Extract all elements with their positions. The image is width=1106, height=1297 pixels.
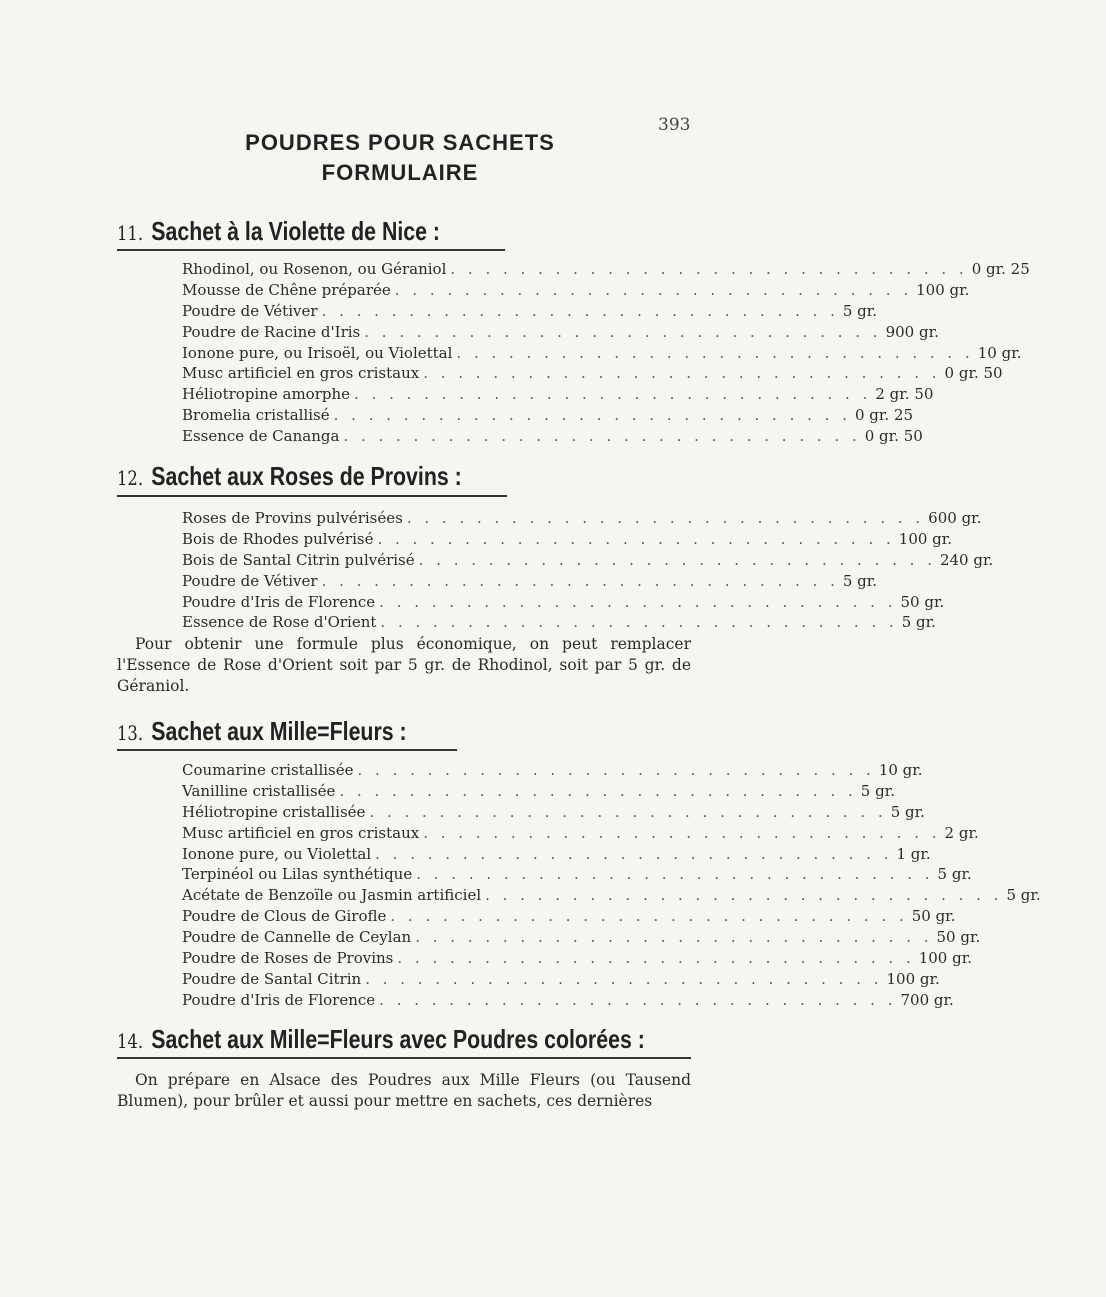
ingredient-quantity: 700 gr. — [900, 990, 954, 1009]
leader-dots: . . . . . . . . . . . . . . . . . . . . . . . . . . . . . . — [377, 529, 895, 548]
ingredient-quantity: 5 gr. — [1006, 886, 1041, 905]
ingredient-name: Rhodinol, ou Rosenon, ou Géraniol — [182, 260, 447, 278]
ingredient-name: Bois de Rhodes pulvérisé — [182, 529, 374, 548]
ingredient-name: Musc artificiel en gros cristaux — [182, 823, 420, 842]
recipe-row — [182, 612, 936, 633]
recipe-row — [182, 363, 1003, 384]
ingredient-name: Poudre de Vétiver — [182, 571, 318, 590]
ingredient-name: Musc artificiel en gros cristaux — [182, 364, 420, 383]
leader-dots: . . . . . . . . . . . . . . . . . . . . . . . . . . . . . . — [418, 550, 936, 569]
recipe-row — [182, 885, 1041, 906]
section-number: 13. — [117, 721, 144, 745]
page-title: POUDRES POUR SACHETS — [245, 130, 555, 155]
recipe-row — [182, 844, 931, 865]
ingredient-name: Poudre de Clous de Girofle — [182, 907, 387, 926]
ingredient-name: Héliotropine amorphe — [182, 385, 351, 404]
leader-dots: . . . . . . . . . . . . . . . . . . . . . . . . . . . . . . — [390, 907, 908, 926]
leader-dots: . . . . . . . . . . . . . . . . . . . . . . . . . . . . . . — [321, 571, 839, 590]
page-number: 393 — [658, 115, 691, 135]
leader-dots: . . . . . . . . . . . . . . . . . . . . . . . . . . . . . . — [365, 969, 883, 988]
section-title: Sachet aux Mille=Fleurs avec Poudres colorées : — [151, 1024, 645, 1054]
leader-dots: . . . . . . . . . . . . . . . . . . . . . . . . . . . . . . — [485, 886, 1003, 905]
section-underline — [117, 249, 505, 251]
leader-dots: . . . . . . . . . . . . . . . . . . . . . . . . . . . . . . — [415, 928, 933, 947]
recipe-row — [182, 550, 994, 571]
section-heading-14 — [117, 1024, 645, 1055]
ingredient-name: Essence de Cananga — [182, 427, 340, 446]
ingredient-name: Ionone pure, ou Irisoël, ou Violettal — [182, 343, 453, 362]
ingredient-name: Acétate de Benzoïle ou Jasmin artificiel — [182, 886, 482, 905]
ingredient-quantity: 10 gr. — [977, 343, 1022, 362]
leader-dots: . . . . . . . . . . . . . . . . . . . . . . . . . . . . . . — [369, 802, 887, 821]
ingredient-name: Mousse de Chêne préparée — [182, 280, 391, 299]
ingredient-quantity: 100 gr. — [918, 949, 973, 968]
section-title: Sachet aux Roses de Provins : — [151, 461, 462, 491]
recipe-row — [182, 823, 979, 844]
ingredient-quantity: 50 gr. — [911, 907, 956, 926]
ingredient-quantity: 0 gr. 25 — [971, 260, 1030, 278]
ingredient-quantity: 50 gr. — [900, 592, 945, 611]
leader-dots: . . . . . . . . . . . . . . . . . . . . . . . . . . . . . . — [394, 280, 913, 299]
ingredient-quantity: 5 gr. — [842, 301, 878, 320]
recipe-row — [182, 571, 878, 592]
leader-dots: . . . . . . . . . . . . . . . . . . . . . . . . . . . . . . — [343, 427, 861, 446]
ingredient-quantity: 1 gr. — [896, 844, 931, 863]
ingredient-name: Ionone pure, ou Violettal — [182, 844, 372, 863]
ingredient-name: Bromelia cristallisé — [182, 406, 330, 425]
recipe-row — [182, 781, 895, 802]
leader-dots: . . . . . . . . . . . . . . . . . . . . . . . . . . . . . . — [456, 343, 974, 362]
note-paragraph-14: On prépare en Alsace des Poudres aux Mille Fleurs (ou Tausend Blumen), pour brûler et aussi pour mettre en sachets, ces dernières — [117, 1071, 691, 1110]
ingredient-quantity: 2 gr. — [944, 823, 979, 842]
ingredient-quantity: 0 gr. 50 — [944, 364, 1003, 383]
ingredient-quantity: 100 gr. — [886, 969, 940, 988]
ingredient-name: Poudre de Racine d'Iris — [182, 322, 361, 341]
note-paragraph-12: Pour obtenir une formule plus économique, on peut remplacer l'Essence de Rose d'Orient soit par 5 gr. de Rhodinol, soit par 5 gr. de Géraniol. — [117, 635, 691, 695]
page-subtitle: FORMULAIRE — [321, 160, 479, 185]
section-number: 14. — [117, 1029, 144, 1053]
ingredient-quantity: 240 gr. — [939, 550, 994, 569]
recipe-list-13 — [182, 760, 1041, 1011]
leader-dots: . . . . . . . . . . . . . . . . . . . . . . . . . . . . . . — [333, 406, 851, 425]
ingredient-name: Poudre de Santal Citrin — [182, 969, 362, 988]
leader-dots: . . . . . . . . . . . . . . . . . . . . . . . . . . . . . . — [357, 761, 875, 779]
ingredient-name: Poudre de Vétiver — [182, 301, 318, 320]
recipe-row — [182, 529, 953, 550]
ingredient-name: Coumarine cristallisée — [182, 761, 354, 779]
ingredient-name: Essence de Rose d'Orient — [182, 613, 377, 632]
leader-dots: . . . . . . . . . . . . . . . . . . . . . . . . . . . . . . — [339, 781, 857, 800]
recipe-row — [182, 322, 939, 343]
ingredient-quantity: 0 gr. 25 — [854, 406, 914, 425]
section-heading-11 — [117, 216, 440, 247]
section-heading-12 — [117, 461, 462, 492]
ingredient-name: Roses de Provins pulvérisées — [182, 509, 403, 527]
section-number: 12. — [117, 466, 144, 490]
recipe-row — [182, 906, 956, 927]
section-number: 11. — [117, 221, 144, 245]
leader-dots: . . . . . . . . . . . . . . . . . . . . . . . . . . . . . . — [354, 385, 872, 404]
recipe-row — [182, 990, 954, 1011]
ingredient-quantity: 5 gr. — [890, 802, 925, 821]
ingredient-name: Vanilline cristallisée — [182, 781, 336, 800]
ingredient-quantity: 5 gr. — [842, 571, 878, 590]
ingredient-quantity: 5 gr. — [937, 865, 972, 884]
leader-dots: . . . . . . . . . . . . . . . . . . . . . . . . . . . . . . — [379, 990, 897, 1009]
section-title: Sachet aux Mille=Fleurs : — [151, 716, 407, 746]
ingredient-quantity: 50 gr. — [936, 928, 981, 947]
recipe-row — [182, 864, 972, 885]
ingredient-quantity: 5 gr. — [901, 613, 936, 632]
recipe-row — [182, 301, 878, 322]
recipe-row — [182, 343, 1022, 364]
ingredient-quantity: 900 gr. — [885, 322, 939, 341]
recipe-row — [182, 592, 945, 613]
ingredient-name: Bois de Santal Citrin pulvérisé — [182, 550, 415, 569]
ingredient-name: Héliotropine cristallisée — [182, 802, 366, 821]
section-underline — [117, 749, 457, 751]
ingredient-quantity: 0 gr. 50 — [864, 427, 923, 446]
ingredient-quantity: 600 gr. — [928, 509, 982, 527]
recipe-row — [182, 384, 934, 405]
section-underline — [117, 1057, 691, 1059]
leader-dots: . . . . . . . . . . . . . . . . . . . . . . . . . . . . . . — [423, 364, 941, 383]
recipe-row — [182, 760, 923, 781]
recipe-row — [182, 927, 981, 948]
ingredient-quantity: 100 gr. — [916, 280, 970, 299]
leader-dots: . . . . . . . . . . . . . . . . . . . . . . . . . . . . . . — [406, 509, 925, 527]
section-underline — [117, 495, 507, 497]
section-title: Sachet à la Violette de Nice : — [151, 216, 441, 246]
ingredient-name: Poudre d'Iris de Florence — [182, 990, 376, 1009]
leader-dots: . . . . . . . . . . . . . . . . . . . . . . . . . . . . . . — [397, 949, 915, 968]
ingredient-name: Poudre de Roses de Provins — [182, 949, 394, 968]
ingredient-name: Terpinéol ou Lilas synthétique — [182, 865, 413, 884]
leader-dots: . . . . . . . . . . . . . . . . . . . . . . . . . . . . . . — [321, 301, 839, 320]
ingredient-quantity: 10 gr. — [878, 761, 923, 779]
recipe-list-11 — [182, 259, 1030, 447]
leader-dots: . . . . . . . . . . . . . . . . . . . . . . . . . . . . . . — [423, 823, 941, 842]
recipe-row — [182, 948, 973, 969]
ingredient-quantity: 5 gr. — [860, 781, 895, 800]
recipe-row — [182, 280, 970, 301]
recipe-row — [182, 508, 982, 529]
recipe-row — [182, 802, 925, 823]
leader-dots: . . . . . . . . . . . . . . . . . . . . . . . . . . . . . . — [379, 592, 897, 611]
section-heading-13 — [117, 716, 407, 747]
recipe-list-12 — [182, 508, 994, 633]
leader-dots: . . . . . . . . . . . . . . . . . . . . . . . . . . . . . . — [364, 322, 882, 341]
leader-dots: . . . . . . . . . . . . . . . . . . . . . . . . . . . . . . — [450, 260, 968, 278]
leader-dots: . . . . . . . . . . . . . . . . . . . . . . . . . . . . . . — [375, 844, 893, 863]
ingredient-quantity: 2 gr. 50 — [875, 385, 934, 404]
recipe-row — [182, 426, 923, 447]
recipe-row — [182, 405, 914, 426]
recipe-row — [182, 259, 1030, 280]
recipe-row — [182, 969, 940, 990]
ingredient-name: Poudre de Cannelle de Ceylan — [182, 928, 412, 947]
ingredient-quantity: 100 gr. — [898, 529, 953, 548]
leader-dots: . . . . . . . . . . . . . . . . . . . . . . . . . . . . . . — [380, 613, 898, 632]
leader-dots: . . . . . . . . . . . . . . . . . . . . . . . . . . . . . . — [416, 865, 934, 884]
ingredient-name: Poudre d'Iris de Florence — [182, 592, 376, 611]
